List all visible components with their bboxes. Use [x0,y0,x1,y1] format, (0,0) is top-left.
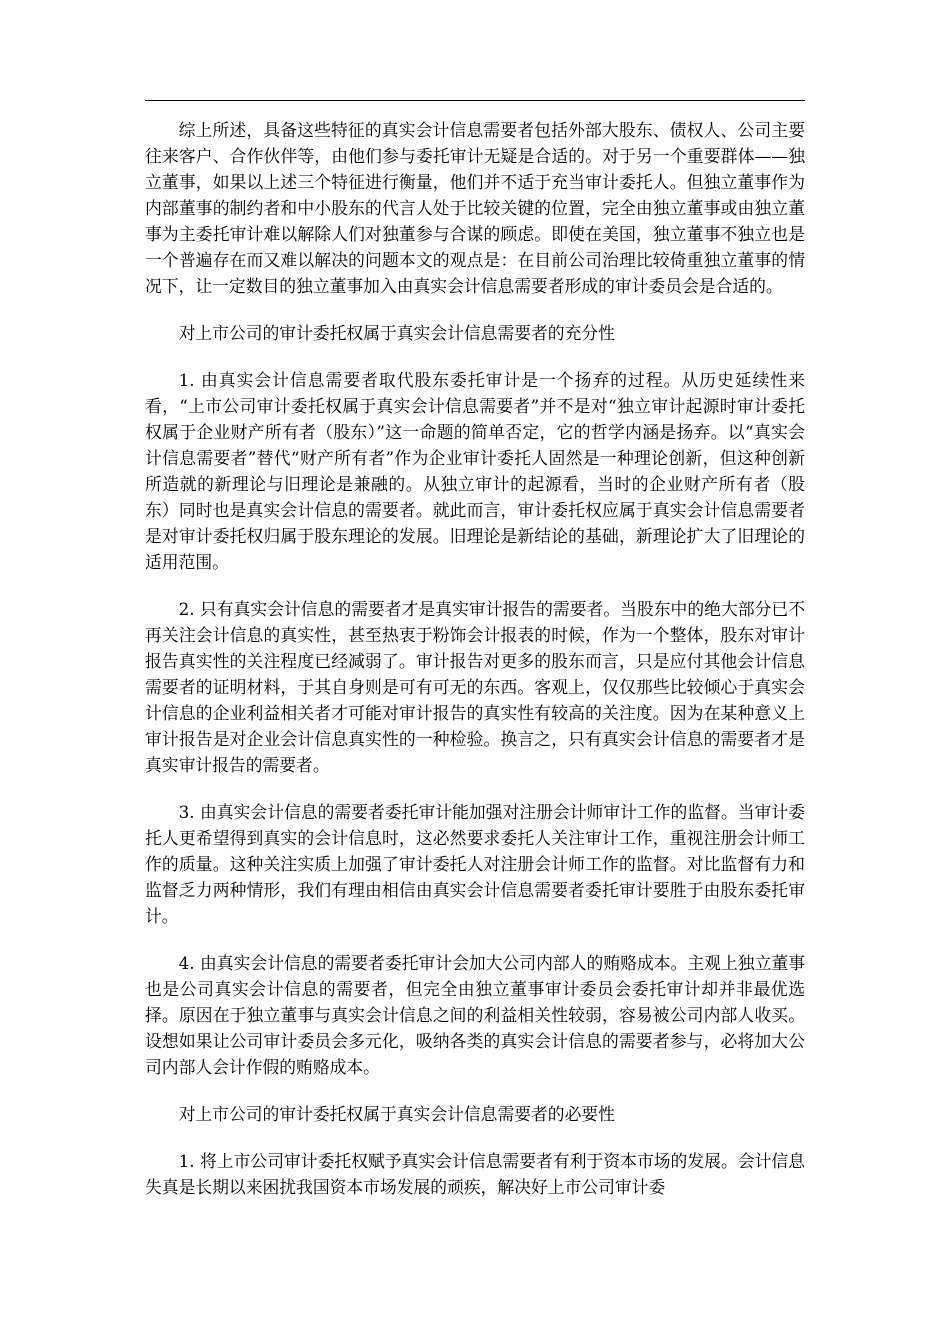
paragraph-summary: 综上所述，具备这些特征的真实会计信息需要者包括外部大股东、债权人、公司主要往来客户、合作伙伴等，由他们参与委托审计无疑是合适的。对于另一个重要群体——独立董事，如果以上述三个特征进行衡量，他们并不适于充当审计委托人。但独立董事作为内部董事的制约者和中小股东的代言人处于比较关键的位置，完全由独立董事或由独立董事为主委托审计难以解除人们对独董参与合谋的顾虑。即使在美国，独立董事不独立也是一个普遍存在而又难以解决的问题本文的观点是：在目前公司治理比较倚重独立董事的情况下，让一定数目的独立董事加入由真实会计信息需要者形成的审计委员会是合适的。 [145,120,805,296]
paragraph-sufficiency-4: 4. 由真实会计信息的需要者委托审计会加大公司内部人的贿赂成本。主观上独立董事也是公司真实会计信息的需要者，但完全由独立董事审计委员会委托审计却并非最优选择。原因在于独立董事与真实会计信息之间的利益相关性较弱，容易被公司内部人收买。设想如果让公司审计委员会多元化，吸纳各类的真实会计信息的需要者参与，必将加大公司内部人会计作假的贿赂成本。 [145,953,805,1077]
paragraph-sufficiency-3: 3. 由真实会计信息的需要者委托审计能加强对注册会计师审计工作的监督。当审计委托人更希望得到真实的会计信息时，这必然要求委托人关注审计工作，重视注册会计师工作的质量。这种关注实质上加强了审计委托人对注册会计师工作的监督。对比监督有力和监督乏力两种情形，我们有理由相信由真实会计信息需要者委托审计要胜于由股东委托审计。 [145,802,805,926]
section-heading-necessity: 对上市公司的审计委托权属于真实会计信息需要者的必要性 [178,1104,615,1124]
paragraph-sufficiency-2: 2. 只有真实会计信息的需要者才是真实审计报告的需要者。当股东中的绝大部分已不再关注会计信息的真实性，甚至热衷于粉饰会计报表的时候，作为一个整体，股东对审计报告真实性的关注程度已经减弱了。审计报告对更多的股东而言，只是应付其他会计信息需要者的证明材料，于其自身则是可有可无的东西。客观上，仅仅那些比较倾心于真实会计信息的企业利益相关者才可能对审计报告的真实性有较高的关注度。因为在某种意义上审计报告是对企业会计信息真实性的一种检验。换言之，只有真实会计信息的需要者才是真实审计报告的需要者。 [145,599,805,775]
paragraph-sufficiency-1: 1. 由真实会计信息需要者取代股东委托审计是一个扬弃的过程。从历史延续性来看，“上市公司审计委托权属于真实会计信息需要者”并不是对“独立审计起源时审计委托权属于企业财产所有者（股东）”这一命题的简单否定，它的哲学内涵是扬弃。以“真实会计信息需要者”替代“财产所有者”作为企业审计委托人固然是一种理论创新，但这种创新所造就的新理论与旧理论是兼融的。从独立审计的起源看，当时的企业财产所有者（股东）同时也是真实会计信息的需要者。就此而言，审计委托权应属于真实会计信息需要者是对审计委托权归属于股东理论的发展。旧理论是新结论的基础，新理论扩大了旧理论的适用范围。 [145,370,805,572]
paragraph-necessity-1: 1. 将上市公司审计委托权赋予真实会计信息需要者有利于资本市场的发展。会计信息失真是长期以来困扰我国资本市场发展的顽疾，解决好上市公司审计委 [145,1151,805,1197]
document-body [145,117,805,1221]
section-heading-sufficiency: 对上市公司的审计委托权属于真实会计信息需要者的充分性 [178,323,615,343]
header-rule [145,100,805,101]
